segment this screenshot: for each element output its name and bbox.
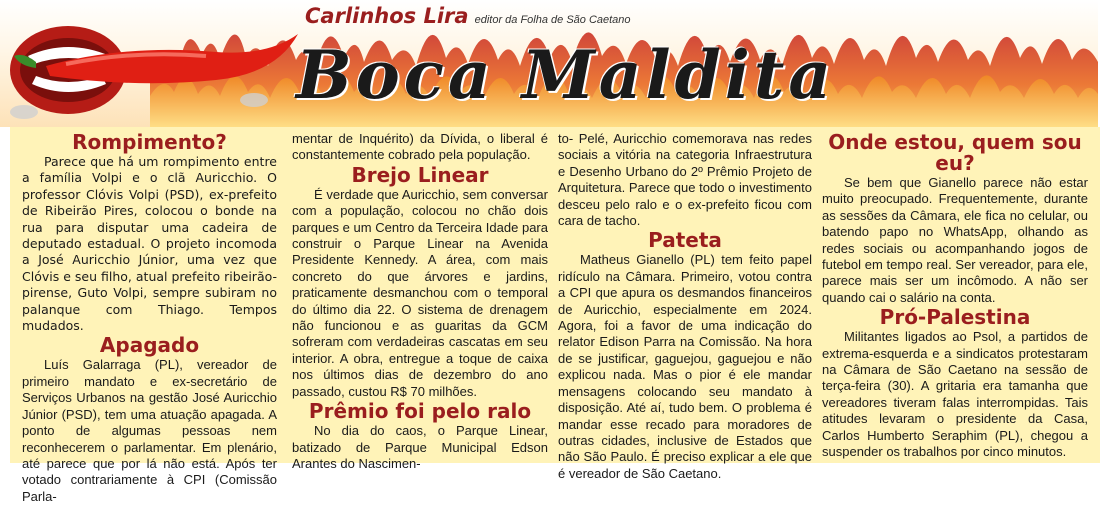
heading-premio-foi-pelo-ralo: Prêmio foi pelo ralo: [308, 399, 532, 424]
paragraph: mentar de Inquérito) da Dívida, o liberal é constantemente cobrado pela população.: [292, 131, 548, 163]
paragraph: Luís Galarraga (PL), vereador de primeiro mandato e ex-secretário de Serviços Urbanos na gestão José Auricchio Júnior (PSD), tem uma atuação apagada. A ponto de algumas pessoas nem reconhecerem o parlamentar. Em plenário, até parece que por lá não está. Após ter votado contrariamente à CPI (Comissão Parla-: [22, 357, 277, 504]
paragraph: Militantes ligados ao Psol, a partidos de extrema-esquerda e a sindicatos protestaram na Câmara de São Caetano na sessão de terça-feira (30). A gritaria era tamanha que vereadores tiveram falas interrompidas. Tais atitudes levaram o presidente da Casa, Carlos Humberto Seraphim (PL), chegou a suspender os trabalhos por cinco minutos.: [822, 329, 1088, 460]
heading-pro-palestina: Pró-Palestina: [879, 305, 1031, 330]
chili-mouth-logo: [6, 4, 306, 124]
byline: [305, 4, 631, 28]
paragraph: Se bem que Gianello parece não estar muito preocupado. Frequentemente, durante as sessões da Câmara, ele fica no celular, ou batendo papo no WhatsApp, olhando as redes sociais ou acompanhando jogos de futebol em tempo real. Ser vereador, para ele, parece mais ser um incômodo. A não ser quando cai o salário na conta.: [822, 175, 1088, 305]
paragraph: Matheus Gianello (PL) tem feito papel ridículo na Câmara. Primeiro, votou contra a CPI que apura os desmandos financeiros de Auricchio, especialmente em 2024. Agora, foi a favor de uma indicação do relator Edison Parra na Comissão. Na hora de se justificar, gaguejou, gaguejou e não explicou nada. Mas o pior é ele mandar mensagens colocando seu mandato à disposição. Até aí, tudo bem. O problema é mandar esse recado para moradores de outras cidades, inclusive de Estados que não São Paulo. É preciso explicar a ele que é vereador de São Caetano.: [558, 252, 812, 481]
author-name: Carlinhos Lira: [305, 4, 469, 28]
text-column-4: [822, 131, 1088, 463]
paragraph: Parece que há um rompimento entre a família Volpi e o clã Auricchio. O professor Clóvis Volpi (PSD), ex-prefeito de Ribeirão Pires, colocou o bonde na rua para disputar uma cadeira de deputado estadual. O projeto incomoda a José Auricchio Júnior, uma vez que Clóvis e seu filho, atual prefeito ribeirão-pirense, Guto Volpi, sempre subiram no palanque com Thiago. Tempos mudados.: [22, 154, 277, 334]
text-column-2: [292, 131, 548, 471]
column-title: Boca Maldita: [296, 36, 836, 114]
heading-rompimento: Rompimento?: [72, 130, 227, 154]
text-column-3: [558, 131, 812, 481]
paragraph: No dia do caos, o Parque Linear, batizado de Parque Municipal Edson Arantes do Nascimen-: [292, 423, 548, 471]
heading-onde-estou-quem-sou-eu: Onde estou, quem sou eu?: [828, 130, 1082, 175]
heading-apagado: Apagado: [99, 333, 200, 358]
paragraph: to- Pelé, Auricchio comemorava nas redes sociais a vitória na categoria Infraestrutura e Desenho Urbano do 2º Prêmio Projeto de Arquitetura. Parece que todo o investimento desceu pelo ralo e o ex-prefeito ficou com cara de tacho.: [558, 131, 812, 229]
masthead-banner: [0, 0, 1098, 127]
heading-brejo-linear: Brejo Linear: [351, 162, 489, 187]
text-column-1: [22, 130, 277, 504]
column-body: [10, 127, 1100, 504]
author-role: editor da Folha de São Caetano: [474, 14, 631, 26]
heading-pateta: Pateta: [648, 228, 722, 253]
paragraph: É verdade que Auricchio, sem conversar com a população, colocou no chão dois parques e um Centro da Terceira Idade para construir o Parque Linear na Avenida Presidente Kennedy. A área, com mais concreto do que árvores e jardins, praticamente desmanchou com o temporal do último dia 22. O sistema de drenagem não funcionou e as guaritas da GCM sofreram com verdadeiras cascatas em seu interior. A obra, entregue a toque de caixa nos últimos dias de dezembro do ano passado, custou R$ 70 milhões.: [292, 186, 548, 399]
